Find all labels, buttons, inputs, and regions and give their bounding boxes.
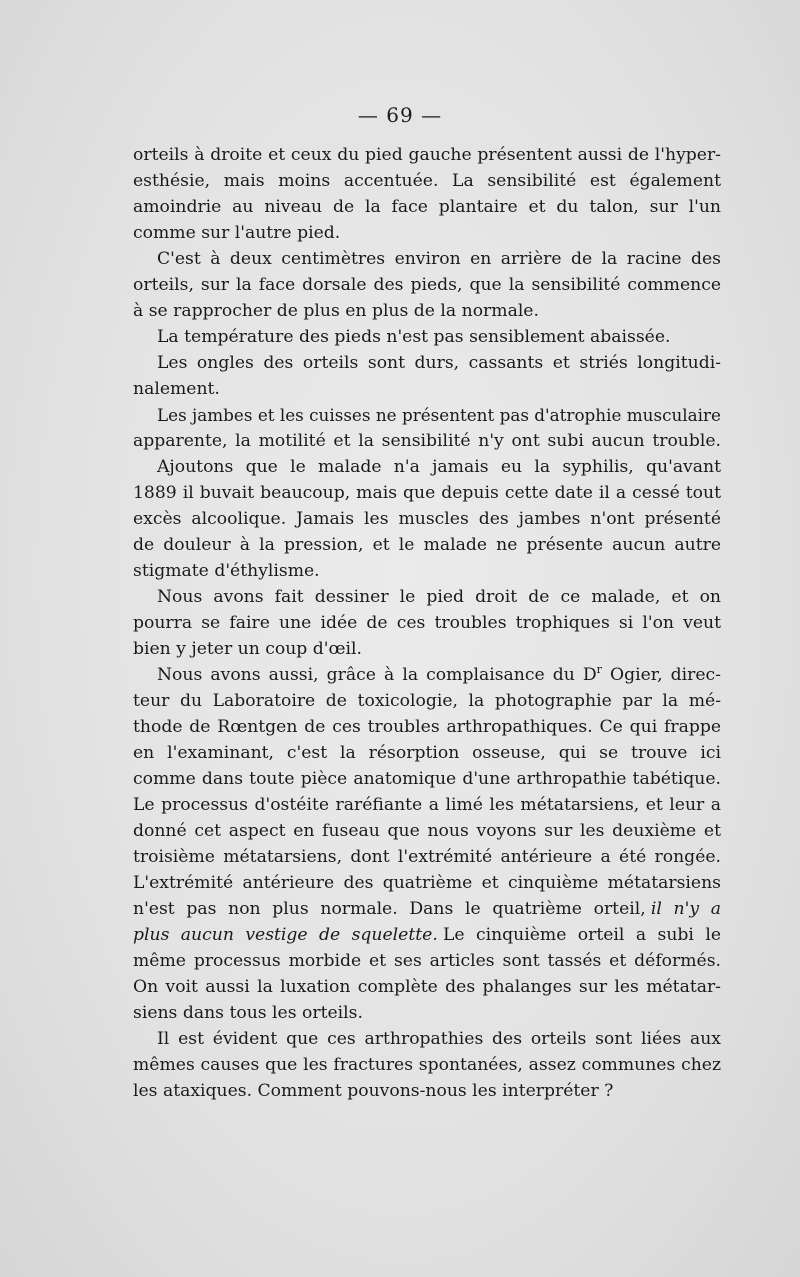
text-line: On voit aussi la luxation complète des phalanges sur les métatar- [133,977,721,997]
text-line: orteils à droite et ceux du pied gauche présentent aussi de l'hyper- [133,145,721,165]
text-line: siens dans tous les orteils. [133,1003,363,1023]
text-fragment: Ogier, direc- [601,665,721,685]
text-line: Il est évident que ces arthropathies des orteils sont liées aux [157,1029,721,1049]
text-line: 1889 il buvait beaucoup, mais que depuis cette date il a cessé tout [133,483,721,503]
text-line: Les ongles des orteils sont durs, cassants et striés longitudi- [157,353,721,373]
text-line: même processus morbide et ses articles sont tassés et déformés. [133,951,721,971]
text-line: apparente, la motilité et la sensibilité n'y ont subi aucun trouble. [133,431,721,451]
text-line: orteils, sur la face dorsale des pieds, que la sensibilité commence [133,275,721,295]
text-line: L'extrémité antérieure des quatrième et cinquième métatarsiens [133,873,721,893]
text-line: pourra se faire une idée de ces troubles trophiques si l'on veut [133,613,721,633]
text-line: en l'examinant, c'est la résorption osseuse, qui se trouve ici [133,743,721,763]
text-line: Les jambes et les cuisses ne présentent pas d'atrophie musculaire [157,405,721,425]
text-line [133,662,721,688]
text-line: thode de Rœntgen de ces troubles arthropathiques. Ce qui frappe [133,717,721,737]
text-line: les ataxiques. Comment pouvons-nous les interpréter ? [133,1081,614,1101]
text-line [133,922,721,948]
text-line: à se rapprocher de plus en plus de la normale. [133,301,539,321]
text-line: Nous avons fait dessiner le pied droit de ce malade, et on [157,587,721,607]
text-line [133,896,721,922]
text-line: Ajoutons que le malade n'a jamais eu la syphilis, qu'avant [157,457,721,477]
text-line: stigmate d'éthylisme. [133,561,320,581]
text-line: esthésie, mais moins accentuée. La sensibilité est également [133,171,721,191]
text-line: excès alcoolique. Jamais les muscles des jambes n'ont présenté [133,509,721,529]
superscript: r [596,663,602,676]
text-line: troisième métatarsiens, dont l'extrémité antérieure a été rongée. [133,847,721,867]
text-line: bien y jeter un coup d'œil. [133,639,362,659]
text-line: Le processus d'ostéite raréfiante a limé les métatarsiens, et leur a [133,795,721,815]
text-line: comme dans toute pièce anatomique d'une arthropathie tabétique. [133,769,721,789]
italic-text: il n'y a [650,899,721,919]
text-line: donné cet aspect en fuseau que nous voyons sur les deuxième et [133,821,721,841]
text-line: de douleur à la pression, et le malade ne présente aucun autre [133,535,721,555]
page-body [133,142,721,1104]
page-number: — 69 — [357,103,443,127]
text-fragment: n'est pas non plus normale. Dans le quatrième orteil, [133,899,646,919]
text-line: La température des pieds n'est pas sensiblement abaissée. [157,327,671,347]
text-line: comme sur l'autre pied. [133,223,341,243]
text-line: nalement. [133,379,220,399]
text-line: C'est à deux centimètres environ en arrière de la racine des [157,249,721,269]
text-fragment: Le cinquième orteil a subi le [442,925,721,945]
text-line: mêmes causes que les fractures spontanées, assez communes chez [133,1055,721,1075]
italic-text: plus aucun vestige de squelette. [133,925,438,945]
text-line: amoindrie au niveau de la face plantaire et du talon, sur l'un [133,197,721,217]
text-line: teur du Laboratoire de toxicologie, la photographie par la mé- [133,691,721,711]
text-fragment: Nous avons aussi, grâce à la complaisance du D [157,665,597,685]
